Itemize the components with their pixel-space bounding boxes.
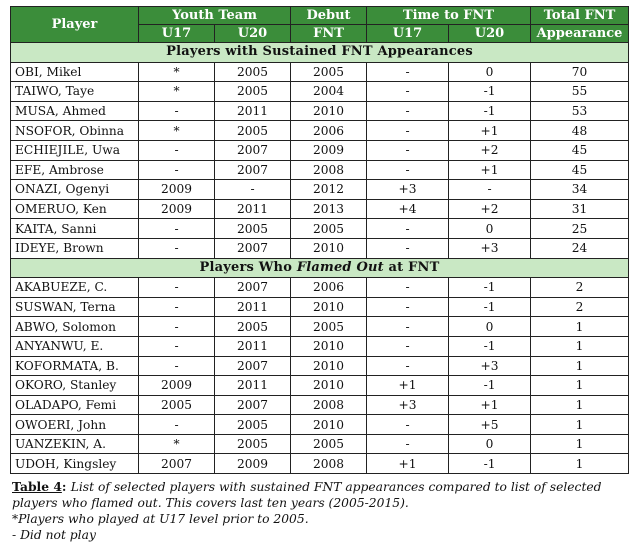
cell-total-appearance: 25 <box>531 219 629 239</box>
cell-u20-youth: 2005 <box>215 82 291 102</box>
cell-u20-youth: 2005 <box>215 317 291 337</box>
cell-player-name: ONAZI, Ogenyi <box>11 180 139 200</box>
cell-player-name: ECHIEJILE, Uwa <box>11 140 139 160</box>
table-row <box>11 336 629 356</box>
cell-u17-youth: 2005 <box>139 395 215 415</box>
cell-player-name: TAIWO, Taye <box>11 82 139 102</box>
cell-u17-youth: - <box>139 140 215 160</box>
cell-time-u20: -1 <box>449 336 531 356</box>
section-title-emphasis: Flamed Out <box>296 259 384 275</box>
table-row <box>11 395 629 415</box>
cell-time-u20: +3 <box>449 238 531 258</box>
cell-u17-youth: - <box>139 356 215 376</box>
cell-time-u17: +3 <box>367 180 449 200</box>
cell-total-appearance: 1 <box>531 317 629 337</box>
cell-player-name: SUSWAN, Terna <box>11 297 139 317</box>
cell-time-u17: - <box>367 62 449 82</box>
table-row <box>11 415 629 435</box>
cell-time-u20: 0 <box>449 317 531 337</box>
table-header <box>11 7 629 43</box>
cell-time-u17: - <box>367 317 449 337</box>
document-page <box>10 6 628 543</box>
cell-u20-youth: 2011 <box>215 101 291 121</box>
table-row <box>11 297 629 317</box>
cell-player-name: UANZEKIN, A. <box>11 434 139 454</box>
cell-u17-youth: * <box>139 121 215 141</box>
cell-time-u17: - <box>367 278 449 298</box>
cell-debut-fnt: 2010 <box>291 101 367 121</box>
cell-time-u20: -1 <box>449 101 531 121</box>
cell-time-u20: -1 <box>449 82 531 102</box>
header-youth-team: Youth Team <box>139 7 291 25</box>
cell-debut-fnt: 2008 <box>291 160 367 180</box>
cell-total-appearance: 48 <box>531 121 629 141</box>
cell-time-u17: - <box>367 82 449 102</box>
cell-time-u17: - <box>367 434 449 454</box>
cell-debut-fnt: 2010 <box>291 376 367 396</box>
cell-u20-youth: 2005 <box>215 62 291 82</box>
cell-debut-fnt: 2009 <box>291 140 367 160</box>
cell-debut-fnt: 2010 <box>291 336 367 356</box>
cell-u17-youth: - <box>139 219 215 239</box>
table-caption <box>10 479 628 543</box>
cell-time-u20: 0 <box>449 434 531 454</box>
cell-u20-youth: - <box>215 180 291 200</box>
cell-time-u20: +1 <box>449 160 531 180</box>
cell-debut-fnt: 2010 <box>291 297 367 317</box>
cell-time-u17: +1 <box>367 376 449 396</box>
cell-debut-fnt: 2006 <box>291 278 367 298</box>
cell-total-appearance: 53 <box>531 101 629 121</box>
cell-time-u20: -1 <box>449 297 531 317</box>
cell-u20-youth: 2007 <box>215 356 291 376</box>
cell-u20-youth: 2005 <box>215 121 291 141</box>
cell-u17-youth: - <box>139 297 215 317</box>
header-time-u20: U20 <box>449 25 531 43</box>
table-row <box>11 219 629 239</box>
cell-debut-fnt: 2005 <box>291 219 367 239</box>
cell-debut-fnt: 2010 <box>291 238 367 258</box>
cell-total-appearance: 2 <box>531 278 629 298</box>
cell-time-u17: - <box>367 219 449 239</box>
cell-player-name: OWOERI, John <box>11 415 139 435</box>
cell-u17-youth: - <box>139 317 215 337</box>
cell-time-u17: - <box>367 160 449 180</box>
cell-time-u17: - <box>367 356 449 376</box>
cell-u17-youth: - <box>139 238 215 258</box>
cell-time-u20: - <box>449 180 531 200</box>
cell-player-name: MUSA, Ahmed <box>11 101 139 121</box>
caption-note-dash: - Did not play <box>12 528 96 543</box>
cell-total-appearance: 1 <box>531 434 629 454</box>
cell-total-appearance: 1 <box>531 454 629 474</box>
cell-debut-fnt: 2008 <box>291 395 367 415</box>
cell-player-name: KAITA, Sanni <box>11 219 139 239</box>
table-row <box>11 160 629 180</box>
table-row <box>11 101 629 121</box>
cell-total-appearance: 34 <box>531 180 629 200</box>
caption-note-asterisk: *Players who played at U17 level prior to 2005. <box>12 512 309 527</box>
table-row <box>11 82 629 102</box>
cell-player-name: OBI, Mikel <box>11 62 139 82</box>
table-row <box>11 62 629 82</box>
cell-total-appearance: 24 <box>531 238 629 258</box>
cell-time-u17: - <box>367 297 449 317</box>
header-debut: Debut <box>291 7 367 25</box>
cell-debut-fnt: 2005 <box>291 62 367 82</box>
cell-player-name: OKORO, Stanley <box>11 376 139 396</box>
cell-debut-fnt: 2010 <box>291 415 367 435</box>
cell-total-appearance: 1 <box>531 356 629 376</box>
table-row <box>11 376 629 396</box>
cell-u20-youth: 2005 <box>215 415 291 435</box>
cell-time-u17: - <box>367 415 449 435</box>
cell-u17-youth: * <box>139 434 215 454</box>
section-title-sustained: Players with Sustained FNT Appearances <box>11 43 629 63</box>
caption-colon: : <box>61 479 71 495</box>
header-u20: U20 <box>215 25 291 43</box>
table-row <box>11 356 629 376</box>
cell-player-name: UDOH, Kingsley <box>11 454 139 474</box>
cell-player-name: IDEYE, Brown <box>11 238 139 258</box>
header-time-u17: U17 <box>367 25 449 43</box>
cell-debut-fnt: 2006 <box>291 121 367 141</box>
cell-time-u20: +2 <box>449 199 531 219</box>
table-row <box>11 317 629 337</box>
cell-debut-fnt: 2005 <box>291 317 367 337</box>
cell-u20-youth: 2005 <box>215 219 291 239</box>
cell-u20-youth: 2007 <box>215 140 291 160</box>
cell-u17-youth: - <box>139 336 215 356</box>
header-u17: U17 <box>139 25 215 43</box>
cell-total-appearance: 1 <box>531 395 629 415</box>
cell-time-u20: -1 <box>449 278 531 298</box>
cell-time-u20: -1 <box>449 376 531 396</box>
cell-player-name: ANYANWU, E. <box>11 336 139 356</box>
table-row <box>11 434 629 454</box>
table-row <box>11 199 629 219</box>
cell-debut-fnt: 2004 <box>291 82 367 102</box>
cell-u17-youth: - <box>139 415 215 435</box>
cell-u20-youth: 2007 <box>215 238 291 258</box>
cell-u17-youth: 2009 <box>139 180 215 200</box>
players-table <box>10 6 629 474</box>
caption-label: Table 4 <box>12 479 62 495</box>
cell-time-u20: +3 <box>449 356 531 376</box>
cell-u20-youth: 2011 <box>215 297 291 317</box>
section-title-flamed-out <box>11 258 629 278</box>
cell-total-appearance: 45 <box>531 160 629 180</box>
cell-total-appearance: 45 <box>531 140 629 160</box>
table-row <box>11 278 629 298</box>
header-time-to-fnt: Time to FNT <box>367 7 531 25</box>
cell-player-name: NSOFOR, Obinna <box>11 121 139 141</box>
cell-u20-youth: 2009 <box>215 454 291 474</box>
cell-time-u17: - <box>367 121 449 141</box>
cell-debut-fnt: 2012 <box>291 180 367 200</box>
cell-u17-youth: * <box>139 62 215 82</box>
cell-player-name: KOFORMATA, B. <box>11 356 139 376</box>
cell-total-appearance: 2 <box>531 297 629 317</box>
cell-u17-youth: * <box>139 82 215 102</box>
cell-u17-youth: - <box>139 101 215 121</box>
table-row <box>11 454 629 474</box>
cell-total-appearance: 70 <box>531 62 629 82</box>
header-fnt: FNT <box>291 25 367 43</box>
cell-time-u17: - <box>367 336 449 356</box>
cell-player-name: ABWO, Solomon <box>11 317 139 337</box>
cell-u20-youth: 2007 <box>215 160 291 180</box>
cell-u20-youth: 2011 <box>215 376 291 396</box>
header-appearance: Appearance <box>531 25 629 43</box>
cell-time-u20: +5 <box>449 415 531 435</box>
table-row <box>11 121 629 141</box>
cell-time-u17: - <box>367 140 449 160</box>
cell-player-name: OMERUO, Ken <box>11 199 139 219</box>
cell-time-u17: +3 <box>367 395 449 415</box>
header-player: Player <box>11 7 139 43</box>
table-row <box>11 238 629 258</box>
cell-u17-youth: - <box>139 160 215 180</box>
cell-u17-youth: 2009 <box>139 376 215 396</box>
cell-time-u20: 0 <box>449 62 531 82</box>
cell-u17-youth: 2009 <box>139 199 215 219</box>
section-title-part: at FNT <box>383 259 440 275</box>
section-row-sustained <box>11 43 629 63</box>
cell-time-u20: +2 <box>449 140 531 160</box>
cell-u20-youth: 2011 <box>215 336 291 356</box>
cell-time-u20: -1 <box>449 454 531 474</box>
table-row <box>11 140 629 160</box>
cell-total-appearance: 1 <box>531 336 629 356</box>
cell-debut-fnt: 2010 <box>291 356 367 376</box>
cell-u17-youth: - <box>139 278 215 298</box>
cell-time-u20: 0 <box>449 219 531 239</box>
cell-time-u17: - <box>367 101 449 121</box>
cell-time-u17: +4 <box>367 199 449 219</box>
cell-player-name: OLADAPO, Femi <box>11 395 139 415</box>
cell-time-u20: +1 <box>449 121 531 141</box>
caption-text: List of selected players with sustained FNT appearances compared to list of selected <box>70 480 602 495</box>
cell-u20-youth: 2011 <box>215 199 291 219</box>
cell-u20-youth: 2007 <box>215 278 291 298</box>
cell-time-u17: +1 <box>367 454 449 474</box>
caption-line-2: players who flamed out. This covers last ten years (2005-2015). <box>12 496 409 511</box>
cell-total-appearance: 1 <box>531 415 629 435</box>
cell-u20-youth: 2007 <box>215 395 291 415</box>
cell-player-name: AKABUEZE, C. <box>11 278 139 298</box>
table-body <box>11 43 629 474</box>
cell-total-appearance: 31 <box>531 199 629 219</box>
cell-player-name: EFE, Ambrose <box>11 160 139 180</box>
cell-total-appearance: 1 <box>531 376 629 396</box>
cell-debut-fnt: 2005 <box>291 434 367 454</box>
section-row-flamed-out <box>11 258 629 278</box>
section-title-part: Players Who <box>199 259 297 275</box>
cell-debut-fnt: 2008 <box>291 454 367 474</box>
header-total-fnt: Total FNT <box>531 7 629 25</box>
cell-u20-youth: 2005 <box>215 434 291 454</box>
table-row <box>11 180 629 200</box>
cell-total-appearance: 55 <box>531 82 629 102</box>
cell-u17-youth: 2007 <box>139 454 215 474</box>
cell-time-u17: - <box>367 238 449 258</box>
cell-debut-fnt: 2013 <box>291 199 367 219</box>
cell-time-u20: +1 <box>449 395 531 415</box>
